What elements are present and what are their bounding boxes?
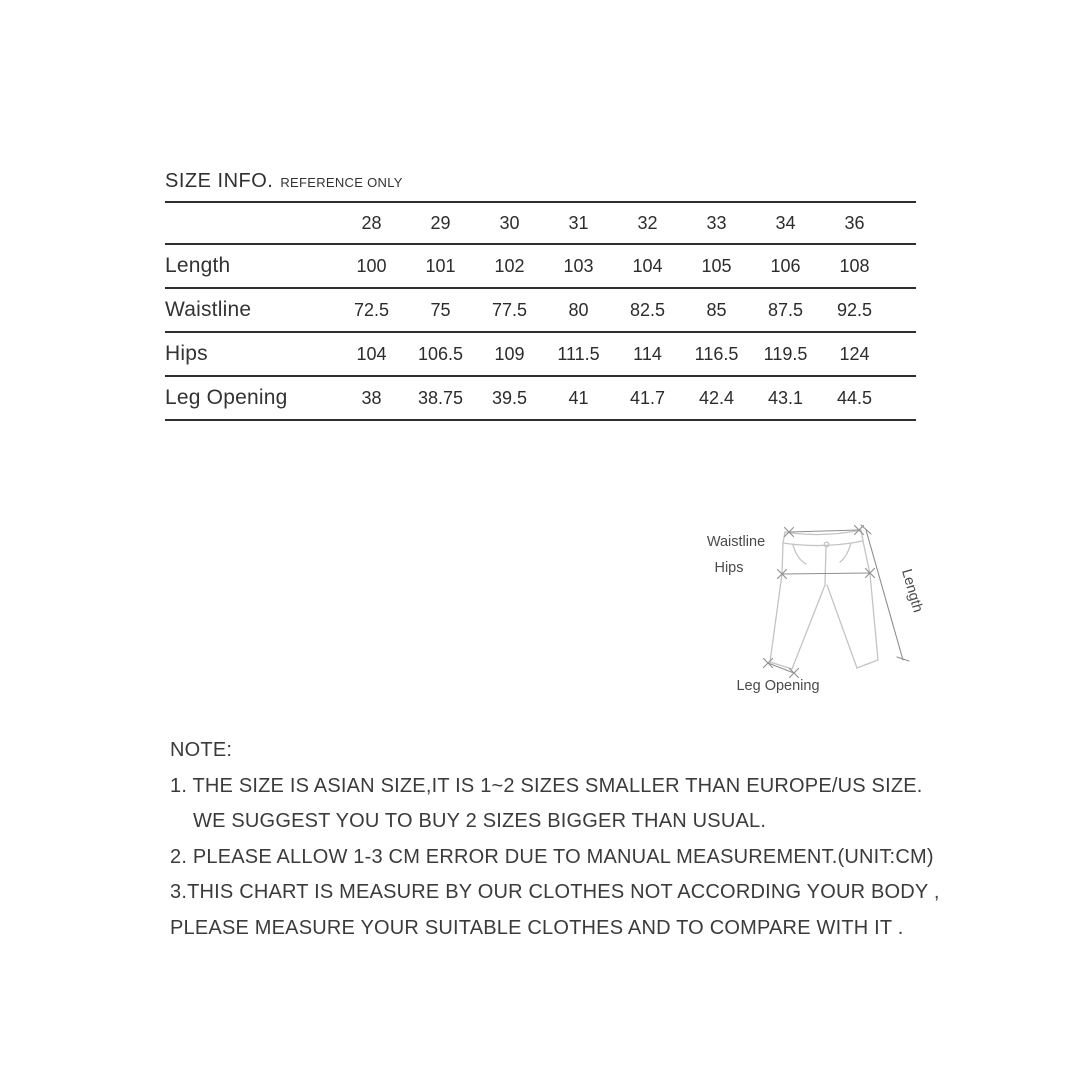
note-line: WE SUGGEST YOU TO BUY 2 SIZES BIGGER THAN USUAL.: [193, 810, 767, 832]
notes-heading: NOTE:: [170, 739, 233, 761]
table-cell: 104: [632, 255, 663, 276]
table-cell: 103: [563, 255, 594, 276]
row-label: Waistline: [165, 298, 252, 321]
table-cell: 87.5: [767, 299, 804, 320]
table-cell: 80: [568, 299, 589, 320]
size-col-header: 33: [706, 212, 727, 233]
note-line: 1. THE SIZE IS ASIAN SIZE,IT IS 1~2 SIZES SMALLER THAN EUROPE/US SIZE.: [170, 774, 923, 797]
spacer-cell: [889, 288, 916, 332]
spacer-cell: [889, 203, 916, 244]
table-row: [165, 332, 916, 376]
table-header-row: [165, 203, 916, 244]
table-row: [165, 244, 916, 288]
table-cell: 77.5: [491, 299, 528, 320]
spacer-cell: [889, 332, 916, 376]
hips-label: Hips: [714, 560, 744, 576]
table-cell: 114: [633, 343, 662, 364]
length-label: Length: [898, 567, 926, 615]
row-label: Leg Opening: [165, 386, 288, 409]
row-label: Length: [165, 254, 231, 277]
table-row: [165, 376, 916, 420]
table-cell: 105: [701, 255, 732, 276]
table-cell: 109: [494, 343, 525, 364]
table-cell: 108: [839, 255, 870, 276]
size-col-header: 32: [637, 212, 658, 233]
pants-measurement-diagram: [670, 508, 950, 708]
table-cell: 100: [356, 255, 387, 276]
table-cell: 41.7: [629, 387, 666, 408]
table-cell: 92.5: [836, 299, 873, 320]
size-col-header: 30: [499, 212, 520, 233]
section-title: [165, 170, 916, 203]
table-cell: 44.5: [836, 387, 873, 408]
size-col-header: 28: [361, 212, 382, 233]
note-line: 3.THIS CHART IS MEASURE BY OUR CLOTHES NOT ACCORDING YOUR BODY ,: [170, 881, 940, 903]
waistline-label: Waistline: [706, 534, 766, 550]
size-col-header: 31: [568, 212, 589, 233]
pants-outline-icon: [770, 530, 878, 669]
table-cell: 72.5: [353, 299, 390, 320]
table-cell: 116.5: [694, 343, 739, 364]
leg-opening-arrow: [764, 659, 799, 678]
table-cell: 106: [770, 255, 801, 276]
note-line: PLEASE MEASURE YOUR SUITABLE CLOTHES AND TO COMPARE WITH IT .: [170, 916, 904, 939]
table-cell: 119.5: [763, 343, 808, 364]
notes-section: [170, 733, 940, 946]
table-cell: 124: [839, 343, 870, 364]
table-cell: 41: [568, 387, 589, 408]
table-cell: 38: [361, 387, 382, 408]
table-cell: 38.75: [417, 387, 464, 408]
size-col-header: 36: [844, 212, 865, 233]
row-label: Hips: [165, 342, 208, 365]
table-cell: 111.5: [557, 343, 600, 364]
size-info-section: [165, 170, 916, 421]
table-cell: 43.1: [767, 387, 804, 408]
table-cell: 82.5: [629, 299, 666, 320]
table-cell: 75: [430, 299, 451, 320]
size-col-header: 29: [430, 212, 451, 233]
length-arrow: [861, 525, 909, 661]
table-cell: 101: [425, 255, 456, 276]
size-col-header: 34: [775, 212, 796, 233]
table-cell: 102: [494, 255, 525, 276]
note-line: 2. PLEASE ALLOW 1-3 CM ERROR DUE TO MANUAL MEASUREMENT.(UNIT:CM): [170, 845, 934, 868]
table-cell: 39.5: [491, 387, 528, 408]
spacer-cell: [889, 376, 916, 420]
table-cell: 85: [706, 299, 727, 320]
leg-opening-label: Leg Opening: [736, 678, 820, 694]
size-table: [165, 203, 916, 421]
page-subtitle: REFERENCE ONLY: [280, 175, 403, 190]
table-cell: 42.4: [698, 387, 735, 408]
spacer-cell: [889, 244, 916, 288]
table-cell: 106.5: [417, 343, 464, 364]
header-empty-cell: [165, 203, 337, 244]
page-title: SIZE INFO.: [165, 170, 274, 192]
table-row: [165, 288, 916, 332]
table-cell: 104: [356, 343, 387, 364]
